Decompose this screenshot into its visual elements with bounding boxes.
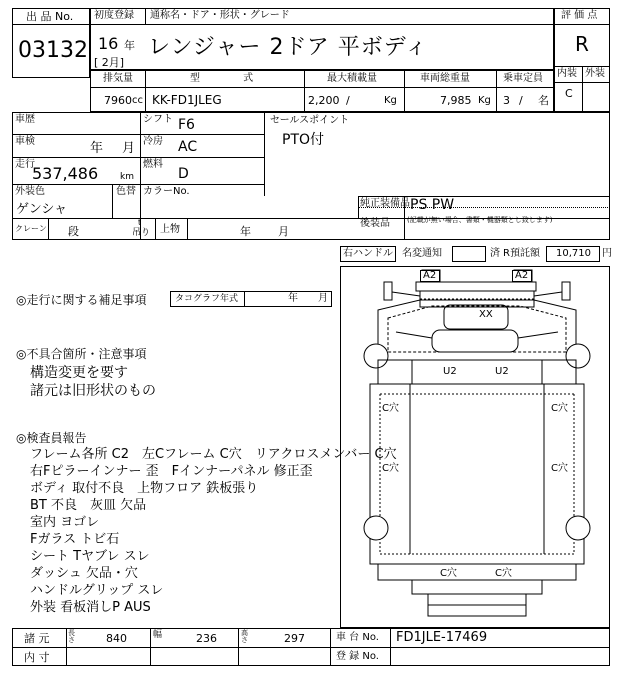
sales-point-value: PTO付 xyxy=(282,132,325,148)
height-label: 高さ xyxy=(241,629,248,644)
max-load-label: 最大積載量 xyxy=(327,73,377,84)
chassis-label: 車 台 No. xyxy=(336,632,379,643)
color-code-label: カラーNo. xyxy=(143,186,190,197)
lot-number: 03132 xyxy=(18,38,88,63)
max-load-sep: / xyxy=(346,94,350,107)
mileage-value: 537,486 xyxy=(32,164,99,183)
report-line: ハンドルグリップ スレ xyxy=(30,583,164,598)
report-line: 外装 看板消しP AUS xyxy=(30,600,151,615)
ac-value: AC xyxy=(178,139,198,155)
c-hole-left-mid: C穴 xyxy=(382,403,399,414)
grade-value: R xyxy=(575,32,589,56)
capacity-unit: 名 xyxy=(538,94,549,107)
interior-dims-label: 内 寸 xyxy=(24,651,50,664)
steering-value: 右ハンドル xyxy=(343,248,393,259)
tachograph-label: タコグラフ年式 xyxy=(175,294,239,304)
first-reg-label: 初度登録 xyxy=(94,10,134,21)
aftermarket-label: 後装品 xyxy=(360,218,390,229)
reg-month: [ 2月] xyxy=(94,56,125,69)
a2-right-label: A2 xyxy=(515,270,529,281)
u2-right-mark: U2 xyxy=(495,366,509,377)
shift-value: F6 xyxy=(178,117,195,133)
gross-weight-unit: Kg xyxy=(478,95,491,106)
report-line: ダッシュ 欠品・穴 xyxy=(30,566,138,581)
sales-point-label: セールスポイント xyxy=(270,115,350,126)
gross-weight-label: 車両総重量 xyxy=(420,73,470,84)
car-name: レンジャー 2ドア 平ボディ xyxy=(148,35,429,60)
report-line: 室内 ヨゴレ xyxy=(30,515,100,530)
displacement-unit: cc xyxy=(132,95,143,106)
recycle-label: R預託額 xyxy=(503,248,540,259)
fuel-value: D xyxy=(178,166,189,182)
specs-label: 諸 元 xyxy=(24,632,50,645)
upper-year: 年 xyxy=(240,225,251,238)
defect-line: 諸元は旧形状のもの xyxy=(30,383,156,399)
gross-weight-value: 7,985 xyxy=(440,94,472,107)
aftermarket-note: (記載が無い場合、書類・機器類とし致します) xyxy=(407,216,553,224)
report-line: BT 不良 灰皿 欠品 xyxy=(30,498,147,513)
genuine-equip-label: 純正装備品 xyxy=(360,198,410,209)
u2-left-mark: U2 xyxy=(443,366,457,377)
ac-label: 冷房 xyxy=(143,136,163,147)
tachograph-year: 年 xyxy=(288,293,298,304)
crane-stage: 段 xyxy=(68,225,79,238)
tachograph-month: 月 xyxy=(318,293,328,304)
length-label: 長さ xyxy=(68,629,75,644)
history-label: 車歴 xyxy=(15,114,35,125)
exterior-grade-label: 外装 xyxy=(585,68,605,79)
ext-color-label: 外装色 xyxy=(15,186,45,197)
model-value: KK-FD1JLEG xyxy=(152,93,222,107)
capacity-sep: / xyxy=(519,94,523,107)
meter-change-label: 名変通知 xyxy=(402,248,442,259)
shift-label: シフト xyxy=(143,114,173,125)
report-line: ボディ 取付不良 上物フロア 鉄板張り xyxy=(30,481,259,496)
defect-line: 構造変更を要す xyxy=(30,365,128,381)
displacement-label: 排気量 xyxy=(103,73,133,84)
c-hole-bottom-left: C穴 xyxy=(440,568,457,579)
recycle-mark: 済 xyxy=(490,248,500,259)
inspector-title: ◎検査員報告 xyxy=(16,431,87,445)
width-label: 幅 xyxy=(153,630,163,640)
reg-year: 16 xyxy=(98,34,119,53)
inspection-month: 月 xyxy=(122,141,136,156)
max-load-unit: Kg xyxy=(384,95,397,106)
length-value: 840 xyxy=(106,632,127,645)
a2-left-label: A2 xyxy=(423,270,437,281)
c-hole-right-low: C穴 xyxy=(551,463,568,474)
interior-grade-label: 内装 xyxy=(557,68,577,79)
recycle-amount: 10,710 xyxy=(556,248,591,259)
reg-year-unit: 年 xyxy=(124,39,135,52)
registration-label: 登 録 No. xyxy=(336,651,379,662)
xx-mark: XX xyxy=(479,309,493,320)
recycle-unit: 円 xyxy=(602,248,612,259)
capacity-label: 乗車定員 xyxy=(503,73,543,84)
supplement-title: ◎走行に関する補足事項 xyxy=(16,293,147,307)
inspection-year: 年 xyxy=(90,141,104,156)
report-line: シート Tヤブレ スレ xyxy=(30,549,150,564)
crane-ton-unit: t xyxy=(138,218,142,227)
c-hole-bottom-right: C穴 xyxy=(495,568,512,579)
fuel-label: 燃料 xyxy=(143,159,163,170)
mileage-unit: km xyxy=(120,172,134,182)
grade-label: 評 価 点 xyxy=(561,10,598,21)
crane-lift: 吊り xyxy=(132,228,151,238)
model-label: 型 式 xyxy=(190,73,254,84)
color-change-label: 色替 xyxy=(116,186,136,197)
lot-label: 出 品 No. xyxy=(26,10,74,23)
upper-month: 月 xyxy=(278,225,289,238)
report-line: Fガラス トビ石 xyxy=(30,532,120,547)
report-line: 右Fピラーインナー 歪 Fインナーパネル 修正歪 xyxy=(30,464,313,479)
width-value: 236 xyxy=(196,632,217,645)
height-value: 297 xyxy=(284,632,305,645)
crane-label: クレーン xyxy=(15,224,47,233)
report-line: フレーム各所 C2 左Cフレーム C穴 リアクロスメンバー C穴 xyxy=(30,447,397,462)
defects-title: ◎不具合箇所・注意事項 xyxy=(16,347,147,361)
upper-label: 上物 xyxy=(160,224,180,235)
name-label: 通称名・ドア・形状・グレード xyxy=(150,10,290,21)
mileage-label: 走行 xyxy=(15,159,35,170)
chassis-number: FD1JLE-17469 xyxy=(396,630,488,645)
ext-color-value: ゲンシャ xyxy=(16,202,68,217)
inspection-label: 車検 xyxy=(15,136,35,147)
c-hole-right-mid: C穴 xyxy=(551,403,568,414)
genuine-equip-value: PS PW xyxy=(410,197,455,213)
c-hole-left-low: C穴 xyxy=(382,463,399,474)
max-load-value: 2,200 xyxy=(308,94,340,107)
capacity-value: 3 xyxy=(503,94,510,107)
displacement-value: 7960 xyxy=(104,94,132,107)
interior-grade: C xyxy=(565,87,573,100)
